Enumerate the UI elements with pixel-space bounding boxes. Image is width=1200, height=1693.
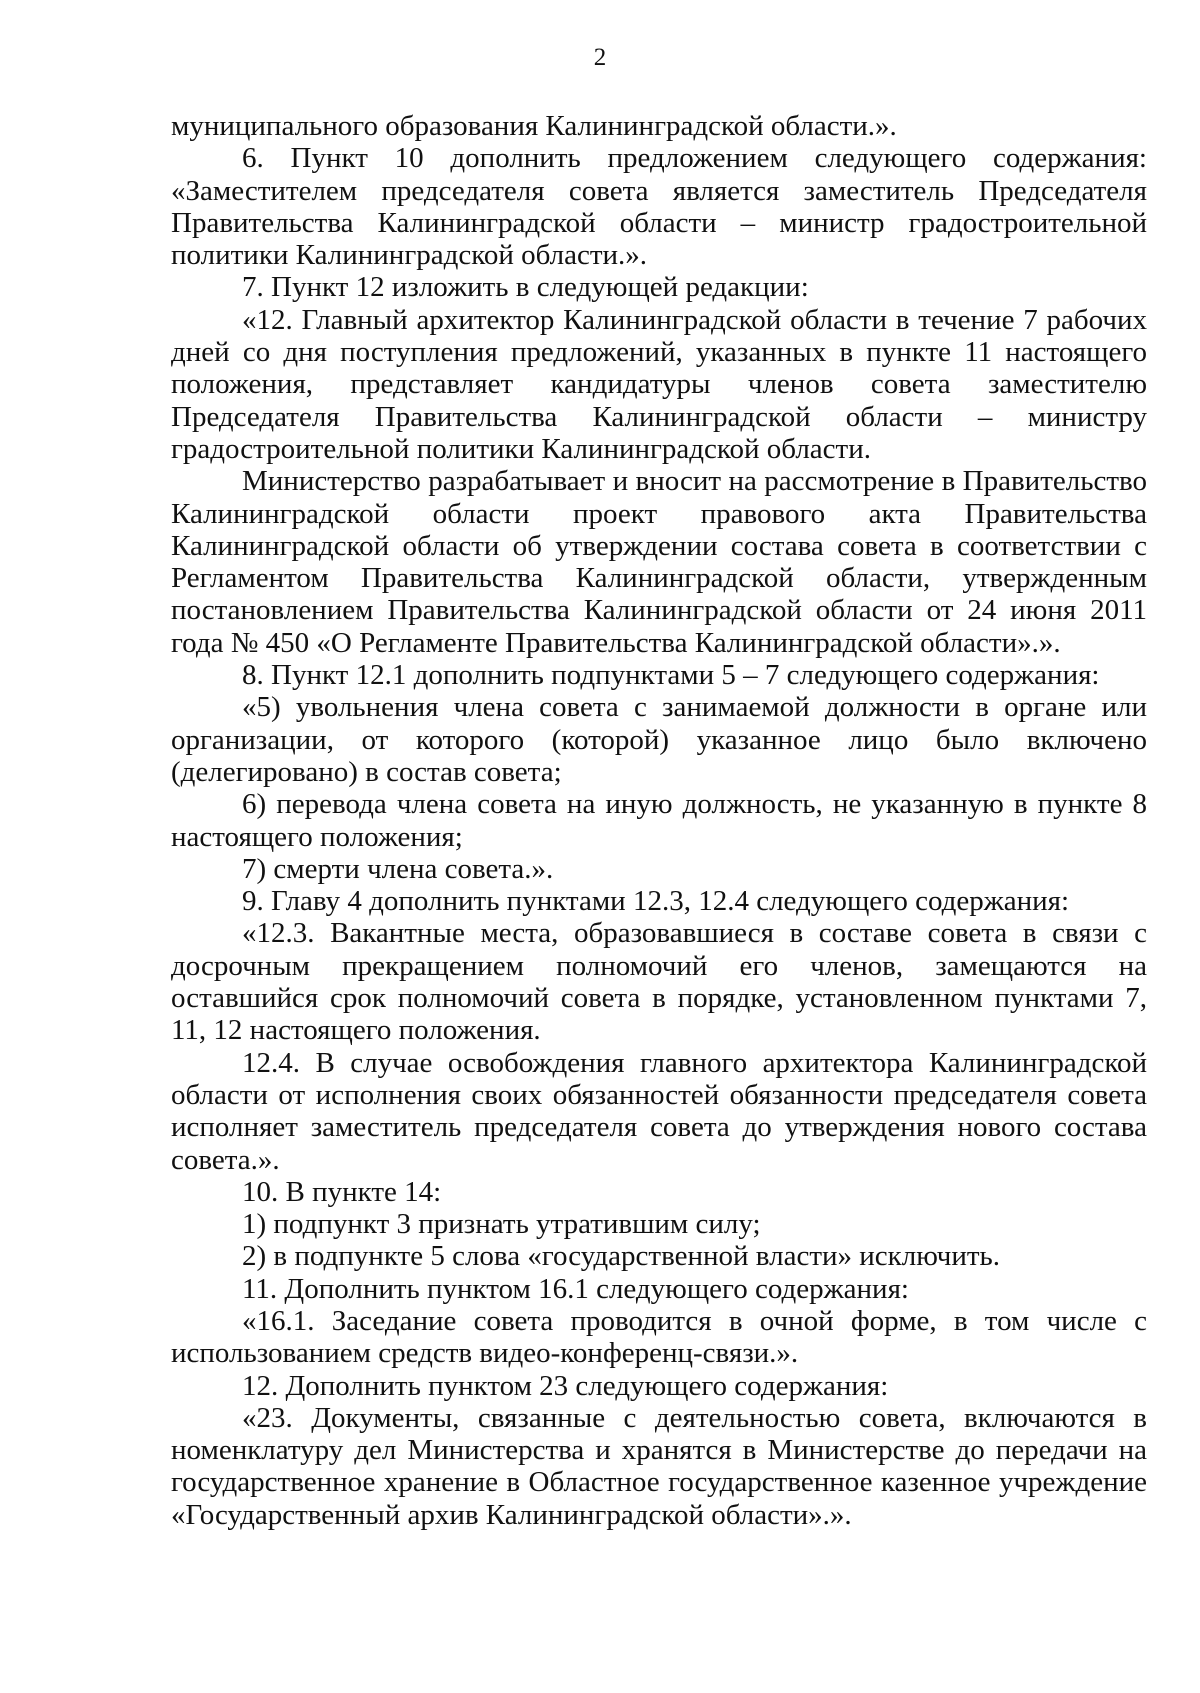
paragraph-item-10: 10. В пункте 14: bbox=[242, 1175, 442, 1208]
paragraph-subitem-7: 7) смерти члена совета.». bbox=[242, 852, 554, 885]
paragraph-item-9: 9. Главу 4 дополнить пунктами 12.3, 12.4 следующего содержания: bbox=[242, 885, 1070, 918]
page-number: 2 bbox=[593, 44, 607, 71]
document-body bbox=[171, 110, 1147, 1531]
paragraph-item-10-sub-1: 1) подпункт 3 признать утратившим силу; bbox=[242, 1208, 761, 1241]
paragraph-item-8: 8. Пункт 12.1 дополнить подпунктами 5 – 7 следующего содержания: bbox=[242, 659, 1100, 692]
paragraph-item-16-1: «16.1. Заседание совета проводится в очной форме, в том числе с использованием средств видео-конференц-связи.». bbox=[171, 1304, 1147, 1370]
paragraph-subitem-6: 6) перевода члена совета на иную должность, не указанную в пункте 8 настоящего положения; bbox=[171, 788, 1147, 853]
paragraph-item-12-4: 12.4. В случае освобождения главного архитектора Калининградской области от исполнения своих обязанностей обязанности председателя совета исполняет заместитель председателя совета до утверждения нового состава совета.». bbox=[171, 1046, 1147, 1176]
paragraph-item-11: 11. Дополнить пунктом 16.1 следующего содержания: bbox=[242, 1272, 909, 1305]
paragraph-subitem-5: «5) увольнения члена совета с занимаемой должности в органе или организации, от которого (которой) указанное лицо было включено (делегировано) в состав совета; bbox=[171, 691, 1147, 788]
paragraph-continuation: муниципального образования Калининградской области.». bbox=[171, 110, 897, 142]
paragraph-item-6: 6. Пункт 10 дополнить предложением следующего содержания: «Заместителем председателя совета является заместитель Председателя Правительства Калининградской области – министр градостроительной политики Калининградской области.». bbox=[171, 142, 1147, 272]
paragraph-item-12-3: «12.3. Вакантные места, образовавшиеся в составе совета в связи с досрочным прекращением полномочий его членов, замещаются на оставшийся срок полномочий совета в порядке, установленном пунктами 7, 11, 12 настоящего положения. bbox=[171, 917, 1147, 1047]
paragraph-item-7-text: «12. Главный архитектор Калининградской области в течение 7 рабочих дней со дня поступления предложений, указанных в пункте 11 настоящего положения, представляет кандидатуры членов совета заместителю Председателя Правительства Калининградской области – министру градостроительной политики Калининградской области. bbox=[171, 303, 1147, 465]
paragraph-item-23: «23. Документы, связанные с деятельностью совета, включаются в номенклатуру дел Министерства и хранятся в Министерстве до передачи на государственное хранение в Областное государственное казенное учреждение «Государственный архив Калининградской области».». bbox=[171, 1401, 1147, 1531]
paragraph-item-10-sub-2: 2) в подпункте 5 слова «государственной власти» исключить. bbox=[242, 1240, 1001, 1273]
paragraph-item-12: 12. Дополнить пунктом 23 следующего содержания: bbox=[242, 1369, 889, 1402]
paragraph-item-7: 7. Пункт 12 изложить в следующей редакции: bbox=[242, 271, 809, 304]
paragraph-item-7-ministry: Министерство разрабатывает и вносит на рассмотрение в Правительство Калининградской области проект правового акта Правительства Калининградской области об утверждении состава совета в соответствии с Регламентом Правительства Калининградской области, утвержденным постановлением Правительства Калининградской области от 24 июня 2011 года № 450 «О Регламенте Правительства Калининградской области».». bbox=[171, 465, 1147, 659]
